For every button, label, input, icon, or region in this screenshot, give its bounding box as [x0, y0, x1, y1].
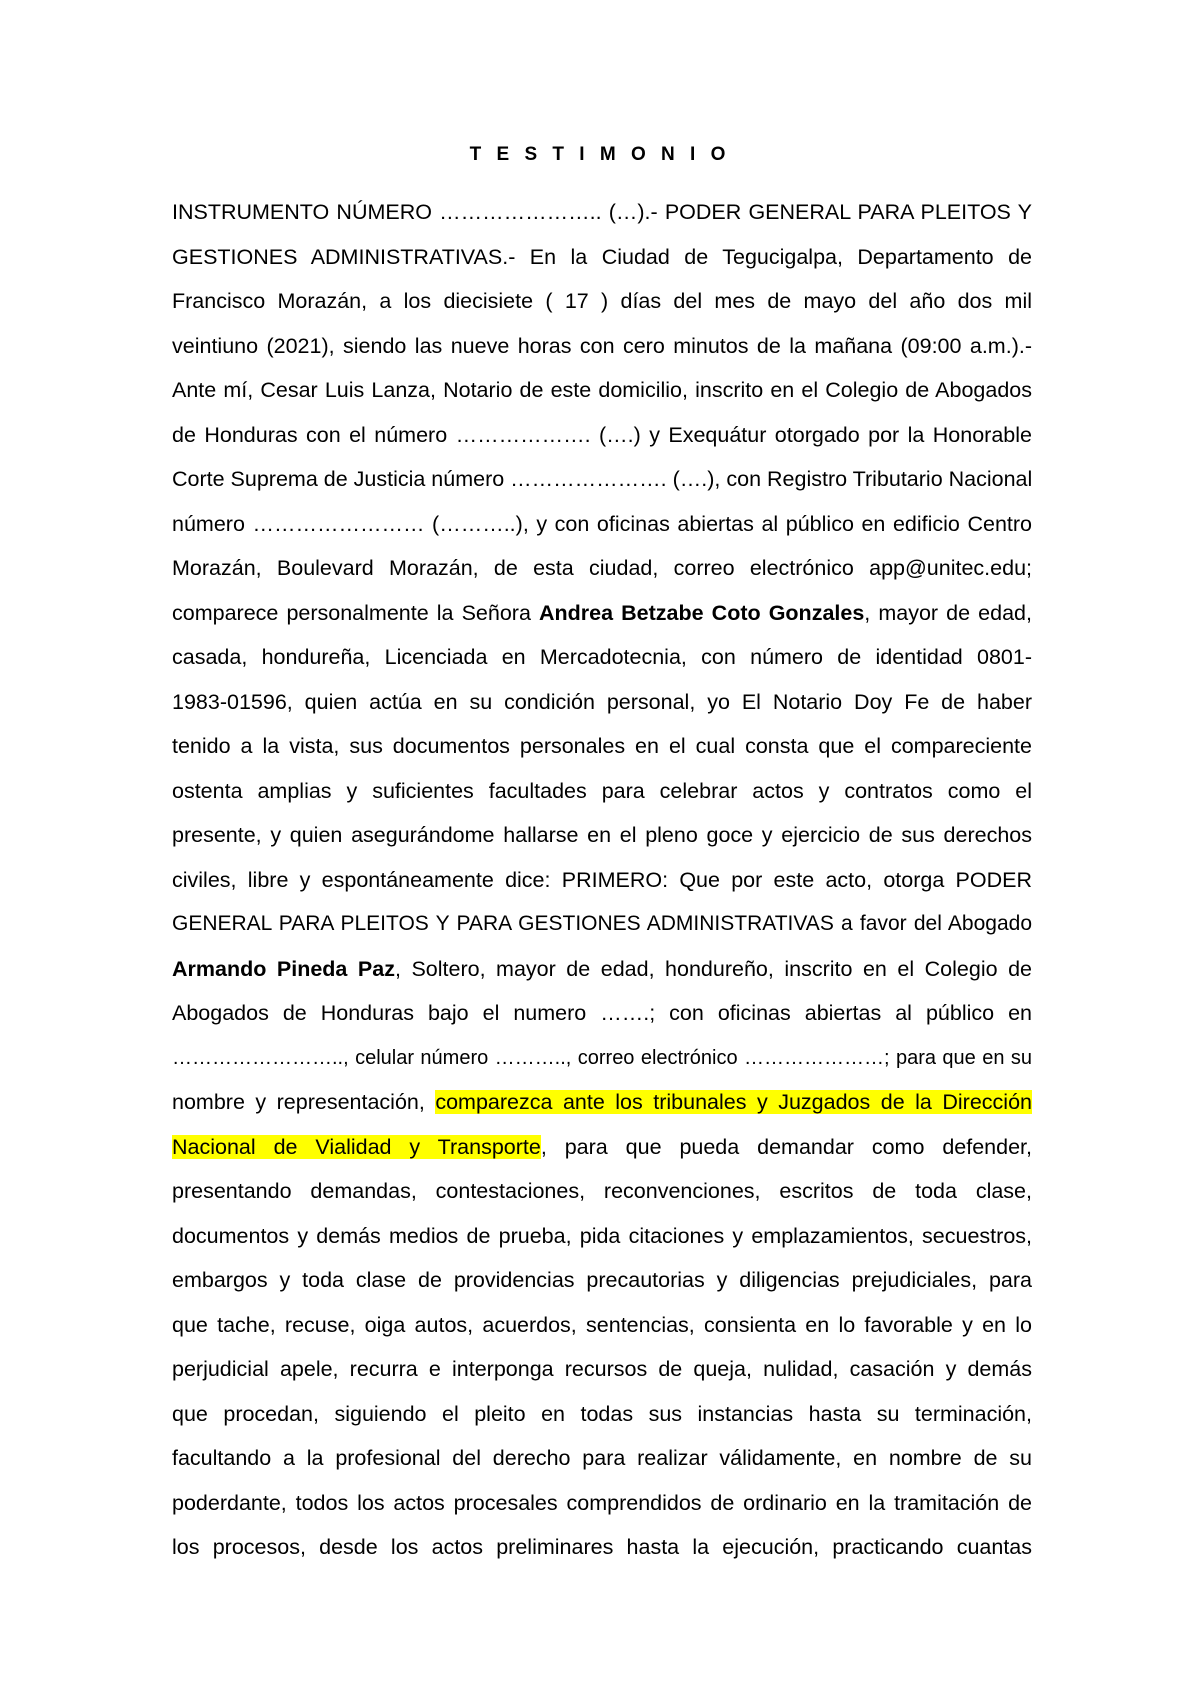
body-line: ostenta amplias y suficientes facultades para celebrar actos y contratos como el — [172, 778, 1032, 803]
attorney-name: Armando Pineda Paz — [172, 956, 395, 981]
body-line: …………………….., celular número ……….., correo electrónico …………………; para que en su — [172, 1046, 1032, 1069]
highlighted-text: comparezca ante los tribunales y Juzgados de la Dirección — [435, 1090, 1032, 1114]
body-line: INSTRUMENTO NÚMERO ………………….. (…).- PODER GENERAL PARA PLEITOS Y — [172, 200, 1032, 224]
body-line: 1983-01596, quien actúa en su condición personal, yo El Notario Doy Fe de haber — [172, 689, 1032, 714]
body-line: Ante mí, Cesar Luis Lanza, Notario de este domicilio, inscrito en el Colegio de Abogados — [172, 378, 1032, 402]
body-line-with-bold-name — [172, 591, 1032, 636]
body-line: GENERAL PARA PLEITOS Y PARA GESTIONES ADMINISTRATIVAS a favor del Abogado — [172, 912, 1032, 935]
body-line: poderdante, todos los actos procesales comprendidos de ordinario en la tramitación de — [172, 1490, 1032, 1515]
document-body — [172, 190, 1032, 1570]
body-line: Morazán, Boulevard Morazán, de esta ciudad, correo electrónico app@unitec.edu; — [172, 556, 1032, 580]
body-line: perjudicial apele, recurra e interponga recursos de queja, nulidad, casación y demás — [172, 1357, 1032, 1381]
body-line: Francisco Morazán, a los diecisiete ( 17 ) días del mes de mayo del año dos mil — [172, 289, 1032, 313]
body-line: Corte Suprema de Justicia número …………………. (….), con Registro Tributario Nacional — [172, 467, 1032, 491]
body-line: presente, y quien asegurándome hallarse en el pleno goce y ejercicio de sus derechos — [172, 823, 1032, 847]
body-line: que procedan, siguiendo el pleito en todas sus instancias hasta su terminación, — [172, 1401, 1032, 1426]
body-line: número …………………… (………..), y con oficinas abiertas al público en edificio Centro — [172, 511, 1032, 536]
line-text-after: , mayor de edad, — [864, 600, 1032, 625]
body-line: presentando demandas, contestaciones, reconvenciones, escritos de toda clase, — [172, 1179, 1032, 1203]
line-text-after: , para que pueda demandar como defender, — [540, 1134, 1032, 1159]
body-line: tenido a la vista, sus documentos personales en el cual consta que el compareciente — [172, 734, 1032, 758]
highlighted-text: Nacional de Vialidad y Transporte — [172, 1134, 541, 1159]
body-line: que tache, recuse, oiga autos, acuerdos, sentencias, consienta en lo favorable y en lo — [172, 1312, 1032, 1337]
body-line: embargos y toda clase de providencias precautorias y diligencias prejudiciales, para — [172, 1268, 1032, 1292]
body-line-with-highlight — [172, 1080, 1032, 1125]
body-line: civiles, libre y espontáneamente dice: PRIMERO: Que por este acto, otorga PODER — [172, 867, 1032, 892]
body-line: GESTIONES ADMINISTRATIVAS.- En la Ciudad de Tegucigalpa, Departamento de — [172, 244, 1032, 269]
line-text-before: nombre y representación, — [172, 1090, 436, 1114]
document-title: T E S T I M O N I O — [469, 144, 731, 165]
body-line: de Honduras con el número ………………. (….) y Exequátur otorgado por la Honorable — [172, 422, 1032, 447]
line-text-after: , Soltero, mayor de edad, hondureño, inscrito en el Colegio de — [394, 956, 1032, 981]
body-line: veintiuno (2021), siendo las nueve horas con cero minutos de la mañana (09:00 a.m.).- — [172, 333, 1032, 358]
body-line: los procesos, desde los actos preliminares hasta la ejecución, practicando cuantas — [172, 1535, 1032, 1559]
body-line-with-highlight — [172, 1125, 1032, 1170]
body-line: facultando a la profesional del derecho para realizar válidamente, en nombre de su — [172, 1446, 1032, 1470]
body-line: Abogados de Honduras bajo el numero …….; con oficinas abiertas al público en — [172, 1001, 1032, 1025]
body-line: casada, hondureña, Licenciada en Mercadotecnia, con número de identidad 0801- — [172, 645, 1032, 669]
body-line-with-bold-name — [172, 947, 1032, 992]
grantor-name: Andrea Betzabe Coto Gonzales — [538, 600, 865, 625]
body-line: documentos y demás medios de prueba, pida citaciones y emplazamientos, secuestros, — [172, 1223, 1032, 1248]
line-text-before: comparece personalmente la Señora — [172, 600, 539, 625]
